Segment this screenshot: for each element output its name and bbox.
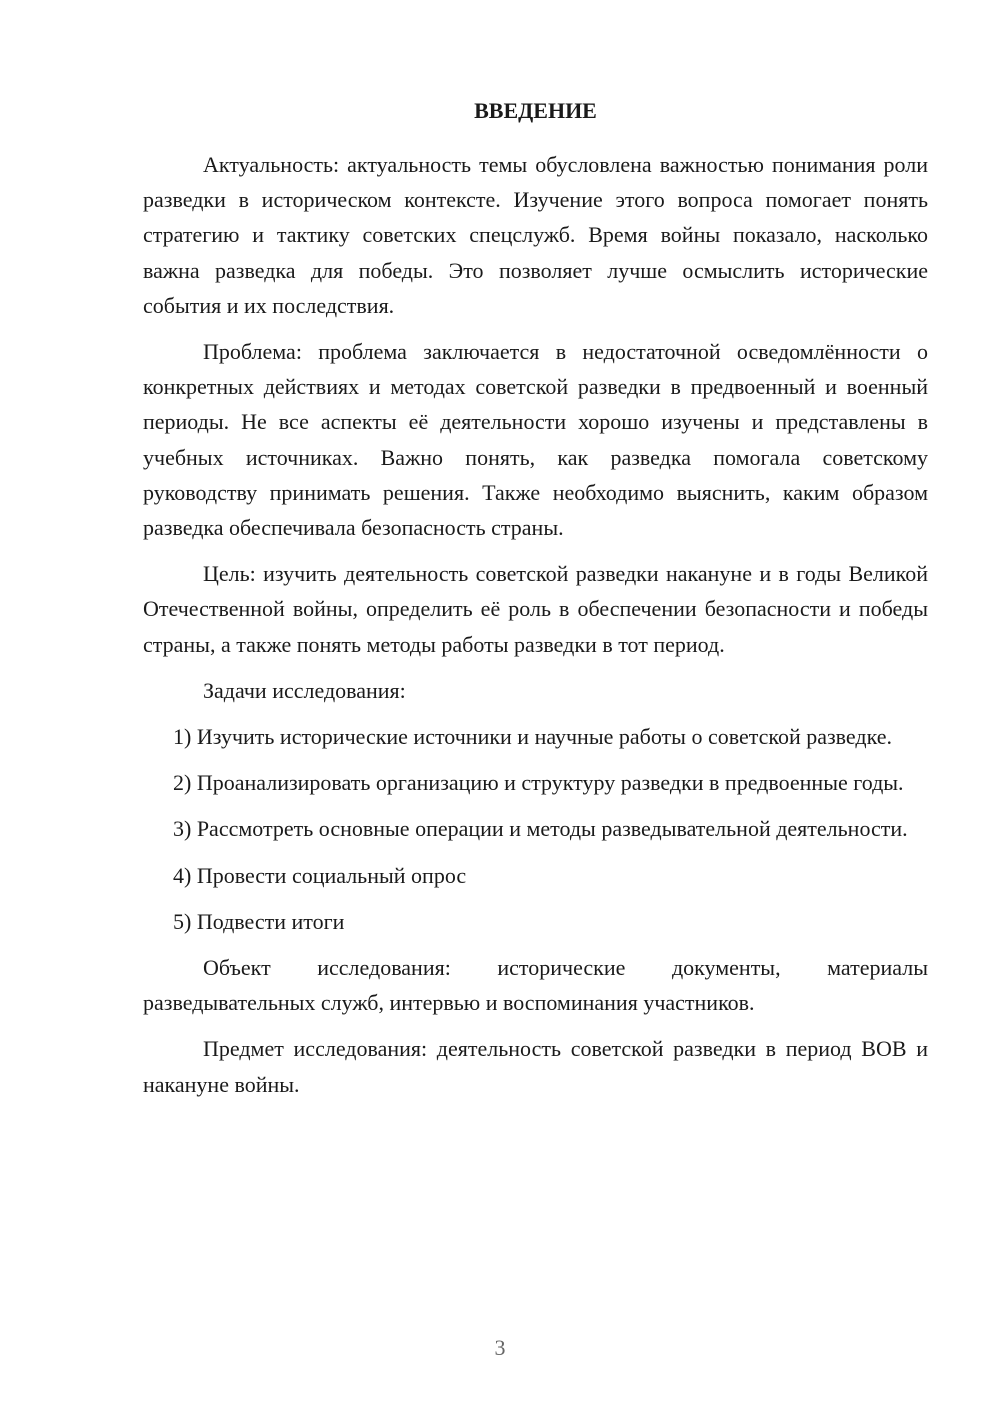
page-content [143, 97, 928, 1113]
tasks-title: Задачи исследования: [203, 677, 406, 703]
task-item-5: 5) Подвести итоги [173, 908, 345, 934]
page-number: 3 [494, 1335, 506, 1360]
task-item-3: 3) Рассмотреть основные операции и методы разведывательной деятельности. [173, 816, 908, 842]
problem-paragraph: Проблема: проблема заключается в недостаточной осведомлённости о конкретных действиях и методах советской разведки в предвоенный и военный периоды. Не все аспекты её деятельности хорошо изучены и представлены в учебных источниках. Важно понять, как разведка помогала советскому руководству принимать решения. Также необходимо выяснить, каким образом разведка обеспечивала безопасность страны. [143, 339, 928, 541]
task-item-2: 2) Проанализировать организацию и структуру разведки в предвоенные годы. [173, 770, 904, 796]
object-paragraph: Объект исследования: исторические документы, материалы разведывательных служб, интервью и воспоминания участников. [143, 955, 928, 1016]
task-item-1: 1) Изучить исторические источники и научные работы о советской разведке. [173, 724, 893, 750]
section-heading: ВВЕДЕНИЕ [474, 98, 597, 123]
goal-paragraph: Цель: изучить деятельность советской разведки накануне и в годы Великой Отечественной войны, определить её роль в обеспечении безопасности и победы страны, а также понять методы работы разведки в тот период. [143, 561, 928, 657]
task-item-4: 4) Провести социальный опрос [173, 862, 467, 888]
subject-paragraph: Предмет исследования: деятельность советской разведки в период ВОВ и накануне войны. [143, 1036, 928, 1097]
relevance-paragraph: Актуальность: актуальность темы обусловлена важностью понимания роли разведки в историческом контексте. Изучение этого вопроса помогает понять стратегию и тактику советских спецслужб. Время войны показало, насколько важна разведка для победы. Это позволяет лучше осмыслить исторические события и их последствия. [143, 152, 928, 318]
